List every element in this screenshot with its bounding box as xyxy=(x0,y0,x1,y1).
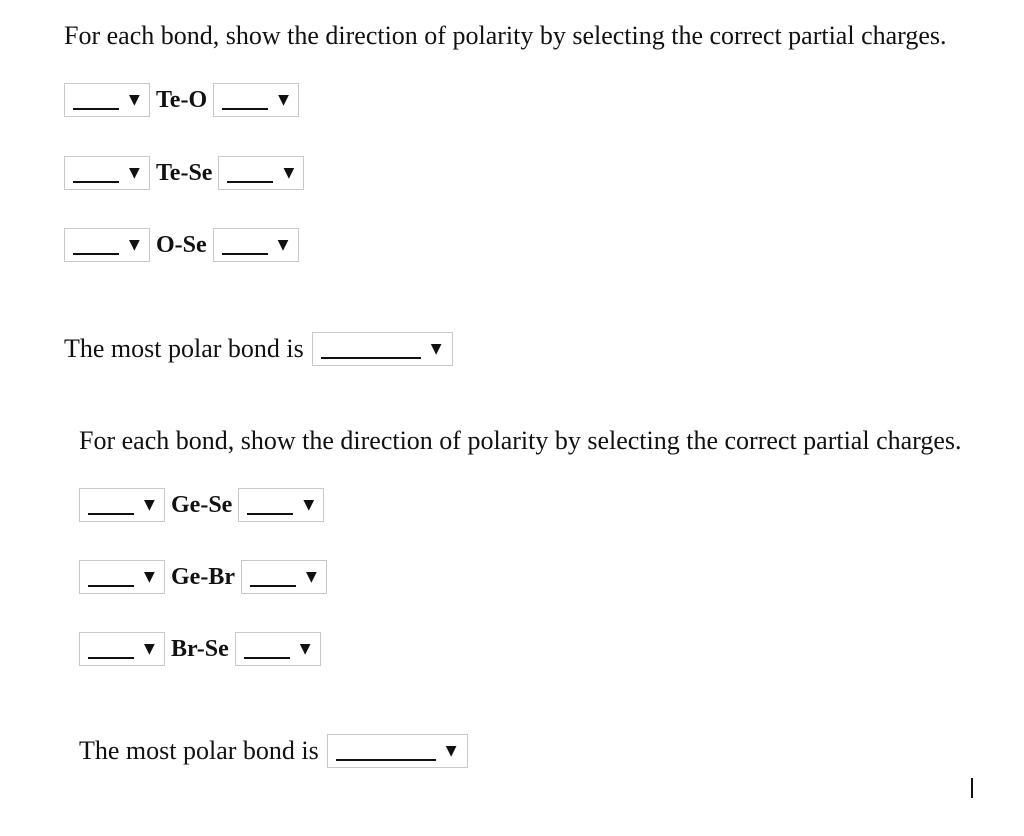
bond-label: Ge-Se xyxy=(171,492,233,518)
dropdown-caret-icon[interactable]: ▼ xyxy=(430,341,442,357)
dropdown-caret-icon[interactable]: ▼ xyxy=(303,497,315,513)
blank-line xyxy=(73,181,119,183)
dropdown-caret-icon[interactable]: ▼ xyxy=(129,165,140,181)
instruction-text-1: For each bond, show the direction of polarity by selecting the correct partial charges. xyxy=(64,21,947,50)
partial-charge-left-select[interactable] xyxy=(64,228,150,262)
bond-row-1-3 xyxy=(64,227,299,263)
partial-charge-right-select[interactable] xyxy=(235,632,321,666)
blank-line xyxy=(88,513,134,515)
dropdown-caret-icon[interactable]: ▼ xyxy=(445,743,457,759)
bond-row-1-2 xyxy=(64,155,304,191)
dropdown-caret-icon[interactable]: ▼ xyxy=(277,237,289,253)
dropdown-caret-icon[interactable]: ▼ xyxy=(129,237,140,253)
blank-line xyxy=(336,759,436,761)
most-polar-bond-select[interactable] xyxy=(327,734,468,768)
bond-row-1-1 xyxy=(64,82,299,118)
blank-line xyxy=(222,253,268,255)
partial-charge-left-select[interactable] xyxy=(79,560,165,594)
blank-line xyxy=(247,513,293,515)
blank-line xyxy=(250,585,296,587)
dropdown-caret-icon[interactable]: ▼ xyxy=(305,569,317,585)
dropdown-caret-icon[interactable]: ▼ xyxy=(144,569,155,585)
dropdown-caret-icon[interactable]: ▼ xyxy=(129,92,140,108)
partial-charge-right-select[interactable] xyxy=(213,83,299,117)
partial-charge-right-select[interactable] xyxy=(213,228,299,262)
most-polar-label: The most polar bond is xyxy=(79,736,319,765)
partial-charge-left-select[interactable] xyxy=(79,632,165,666)
partial-charge-right-select[interactable] xyxy=(238,488,324,522)
partial-charge-left-select[interactable] xyxy=(64,156,150,190)
most-polar-row-2 xyxy=(79,733,468,769)
dropdown-caret-icon[interactable]: ▼ xyxy=(144,497,155,513)
blank-line xyxy=(222,108,268,110)
bond-row-2-2 xyxy=(79,559,327,595)
bond-row-2-1 xyxy=(79,487,324,523)
bond-row-2-3 xyxy=(79,631,321,667)
instruction-text-2: For each bond, show the direction of polarity by selecting the correct partial charges. xyxy=(79,426,962,455)
dropdown-caret-icon[interactable]: ▼ xyxy=(144,641,155,657)
dropdown-caret-icon[interactable]: ▼ xyxy=(283,165,295,181)
blank-line xyxy=(73,253,119,255)
bond-label: Br-Se xyxy=(171,636,229,662)
bond-label: Ge-Br xyxy=(171,564,235,590)
dropdown-caret-icon[interactable]: ▼ xyxy=(299,641,311,657)
partial-charge-left-select[interactable] xyxy=(64,83,150,117)
most-polar-bond-select[interactable] xyxy=(312,332,453,366)
partial-charge-right-select[interactable] xyxy=(241,560,327,594)
most-polar-row-1 xyxy=(64,331,453,367)
blank-line xyxy=(73,108,119,110)
bond-label: Te-Se xyxy=(156,160,213,186)
blank-line xyxy=(88,585,134,587)
blank-line xyxy=(88,657,134,659)
most-polar-label: The most polar bond is xyxy=(64,334,304,363)
blank-line xyxy=(244,657,290,659)
bond-label: Te-O xyxy=(156,87,208,113)
blank-line xyxy=(227,181,273,183)
partial-charge-right-select[interactable] xyxy=(218,156,304,190)
text-cursor-icon xyxy=(971,778,973,798)
blank-line xyxy=(321,357,421,359)
bond-label: O-Se xyxy=(156,232,207,258)
partial-charge-left-select[interactable] xyxy=(79,488,165,522)
dropdown-caret-icon[interactable]: ▼ xyxy=(278,92,289,108)
